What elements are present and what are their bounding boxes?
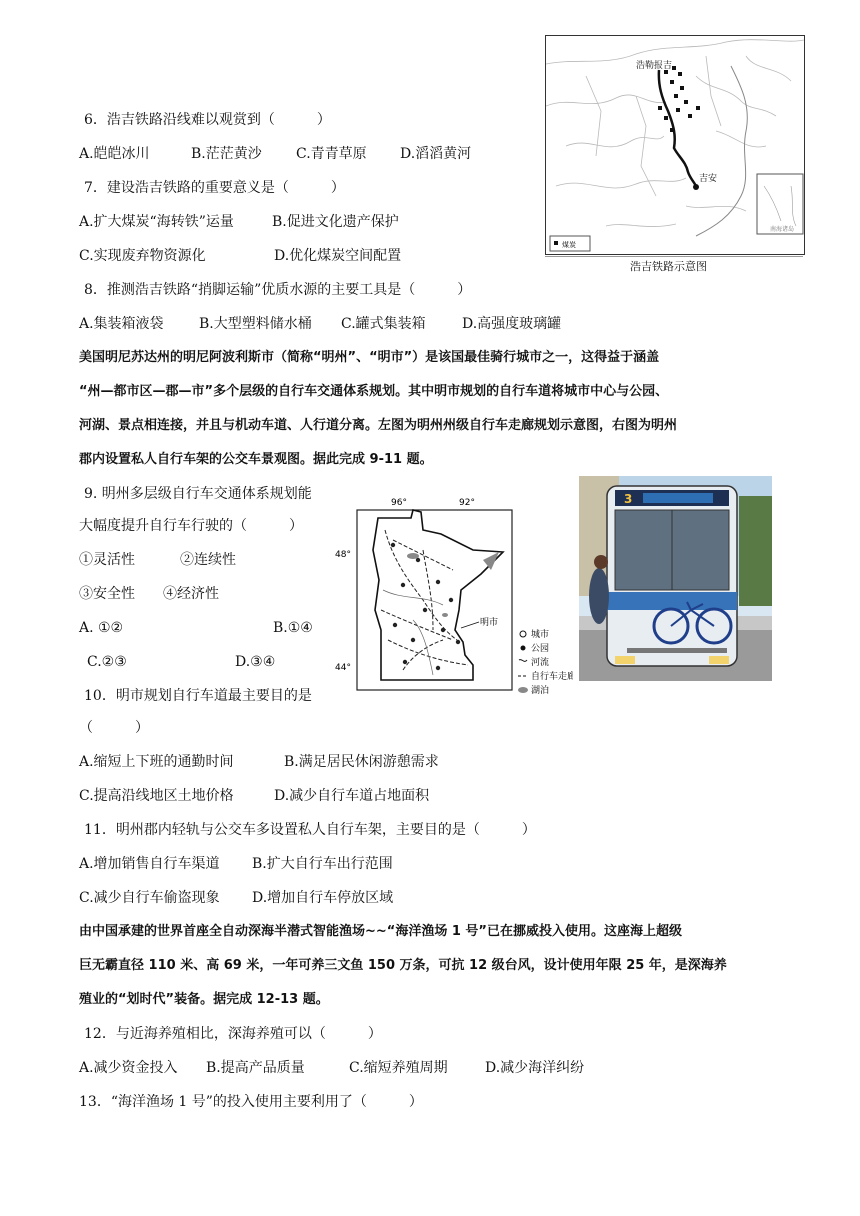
minnesota-bike-map: [333, 490, 573, 700]
legend-lake: 湖泊: [531, 686, 550, 696]
map1-caption: 浩吉铁路示意图: [630, 260, 707, 273]
q12-option-b[interactable]: B.提高产品质量: [206, 1060, 305, 1076]
q6-option-c[interactable]: C.青青草原: [296, 146, 367, 162]
q8-option-b[interactable]: B.大型塑料储水桶: [199, 316, 312, 332]
q8-stem: 8．推测浩吉铁路“捎脚运输”优质水源的主要工具是（ ）: [84, 282, 472, 298]
q9-option-c[interactable]: C.②③: [87, 654, 127, 670]
legend-coal: 煤炭: [562, 241, 576, 249]
q6-option-a[interactable]: A.皑皑冰川: [79, 146, 150, 162]
q8-option-d[interactable]: D.高强度玻璃罐: [462, 316, 562, 332]
legend-city: 城市: [531, 630, 550, 640]
q12-stem: 12．与近海养殖相比，深海养殖可以（ ）: [84, 1026, 382, 1042]
passage2-line-2: 巨无霸直径 110 米、高 69 米，一年可养三文鱼 150 万条，可抗 12 级台风，设计使用年限 25 年，是深海养: [79, 958, 727, 973]
lon-96: 96°: [391, 498, 407, 508]
q7-option-b[interactable]: B.促进文化遗产保护: [272, 214, 399, 230]
q6-stem: 6．浩吉铁路沿线难以观赏到（ ）: [84, 112, 331, 128]
q8-option-c[interactable]: C.罐式集装箱: [341, 316, 426, 332]
q8-option-a[interactable]: A.集装箱液袋: [79, 316, 164, 332]
q9-item-1: ①灵活性: [79, 552, 135, 568]
q10-option-d[interactable]: D.减少自行车道占地面积: [274, 788, 430, 804]
south-sea-inset: [757, 174, 803, 234]
map1-label-end: 吉安: [699, 174, 718, 184]
q12-option-a[interactable]: A.减少资金投入: [79, 1060, 178, 1076]
lat-48: 48°: [335, 550, 351, 560]
passage1-line-4: 郡内设置私人自行车架的公交车景观图。据此完成 9-11 题。: [79, 452, 433, 467]
lon-92: 92°: [459, 498, 475, 508]
q7-option-c[interactable]: C.实现废弃物资源化: [79, 248, 206, 264]
q9-stem-2: 大幅度提升自行车行驶的（ ）: [79, 518, 303, 534]
q11-option-a[interactable]: A.增加销售自行车渠道: [79, 856, 220, 872]
q6-option-b[interactable]: B.茫茫黄沙: [191, 146, 262, 162]
passage1-line-1: 美国明尼苏达州的明尼阿波利斯市（简称“明州”、“明市”）是该国最佳骑行城市之一，这得益于涵盖: [79, 350, 660, 365]
q9-option-b[interactable]: B.①④: [273, 620, 313, 636]
q11-stem: 11．明州郡内轻轨与公交车多设置私人自行车架，主要目的是（ ）: [84, 822, 536, 838]
q11-option-d[interactable]: D.增加自行车停放区域: [252, 890, 394, 906]
q12-option-d[interactable]: D.减少海洋纠纷: [485, 1060, 585, 1076]
q11-option-b[interactable]: B.扩大自行车出行范围: [252, 856, 393, 872]
state-outline: [373, 510, 503, 680]
q9-stem-1: 9. 明州多层级自行车交通体系规划能: [84, 486, 312, 502]
bus-route-number: 3: [624, 492, 633, 506]
q9-option-a[interactable]: A. ①②: [79, 620, 124, 636]
q13-stem: 13．“海洋渔场 1 号”的投入使用主要利用了（ ）: [79, 1094, 423, 1110]
bus-bike-rack-photo: [579, 476, 772, 681]
haoji-railway-map: [545, 35, 805, 255]
q7-option-d[interactable]: D.优化煤炭空间配置: [274, 248, 402, 264]
q7-option-a[interactable]: A.扩大煤炭“海转铁”运量: [79, 214, 234, 230]
lat-44: 44°: [335, 663, 351, 673]
lake-shapes: [407, 552, 499, 617]
q10-option-c[interactable]: C.提高沿线地区土地价格: [79, 788, 234, 804]
q10-stem-2: （ ）: [79, 720, 149, 736]
map1-caption-rule: [545, 256, 803, 257]
q9-item-4: ④经济性: [163, 586, 219, 602]
passage1-line-2: “州—都市区—郡—市”多个层级的自行车交通体系规划。其中明市规划的自行车道将城市中心与公园、: [79, 384, 669, 399]
q6-option-d[interactable]: D.滔滔黄河: [400, 146, 472, 162]
haoji-map-drawing: [546, 36, 804, 254]
q7-stem: 7．建设浩吉铁路的重要意义是（ ）: [84, 180, 345, 196]
q11-option-c[interactable]: C.减少自行车偷盗现象: [79, 890, 220, 906]
q9-option-d[interactable]: D.③④: [235, 654, 276, 670]
passage2-line-1: 由中国承建的世界首座全自动深海半潜式智能渔场~~“海洋渔场 1 号”已在挪威投入使用。这座海上超级: [79, 924, 682, 939]
legend-river: 河流: [531, 658, 550, 668]
map2-legend: [518, 628, 573, 696]
city-label-mingshi: 明市: [480, 618, 499, 628]
minnesota-map-drawing: [333, 490, 573, 700]
q10-option-a[interactable]: A.缩短上下班的通勤时间: [79, 754, 234, 770]
q12-option-c[interactable]: C.缩短养殖周期: [349, 1060, 448, 1076]
q10-option-b[interactable]: B.满足居民休闲游憩需求: [284, 754, 439, 770]
legend-park: 公园: [531, 644, 550, 654]
inset-label: 南海诸岛: [770, 226, 795, 233]
railway-route: [659, 70, 696, 186]
q10-stem-1: 10．明市规划自行车道最主要目的是: [84, 688, 312, 704]
q9-item-3: ③安全性: [79, 586, 135, 602]
legend-bike-corridor: 自行车走廊: [531, 672, 573, 682]
q9-item-2: ②连续性: [180, 552, 236, 568]
map1-label-start: 浩勒报吉: [636, 61, 673, 71]
passage1-line-3: 河湖、景点相连接，并且与机动车道、人行道分离。左图为明州州级自行车走廊规划示意图，右图为明州: [79, 418, 678, 433]
bus-photo-drawing: [579, 476, 772, 681]
passage2-line-3: 殖业的“划时代”装备。据完成 12-13 题。: [79, 992, 329, 1007]
